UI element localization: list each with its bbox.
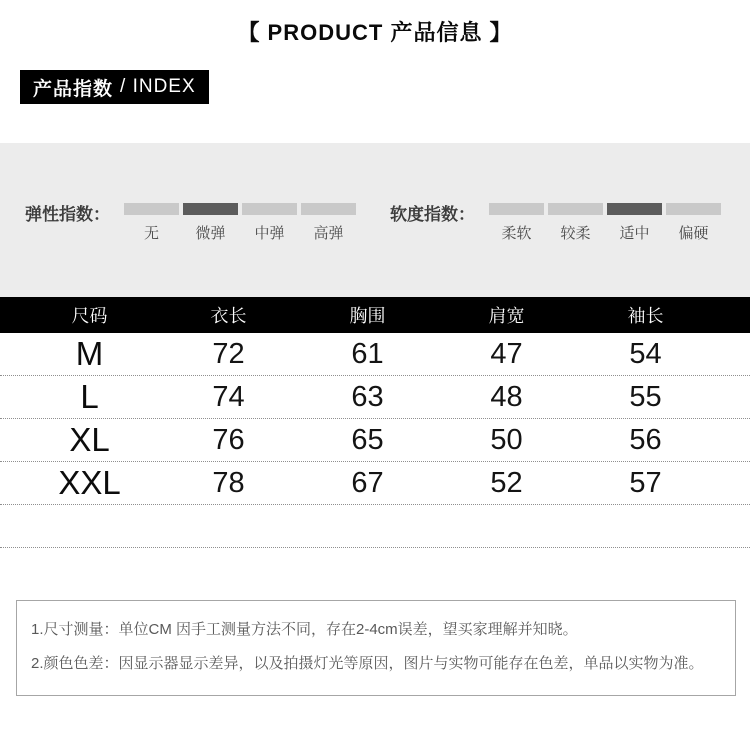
page-title: 【 PRODUCT 产品信息 】 bbox=[237, 20, 513, 45]
softness-levels bbox=[489, 203, 721, 243]
product-index-badge bbox=[20, 70, 209, 104]
softness-level-softer: 较柔 bbox=[548, 203, 603, 243]
header-shoulder: 肩宽 bbox=[488, 306, 525, 326]
softness-level-medium: 适中 bbox=[607, 203, 662, 243]
indicator-band bbox=[0, 143, 750, 297]
table-row-xxl: XXL 78 67 52 57 bbox=[0, 462, 750, 505]
header-size: 尺码 bbox=[71, 306, 108, 326]
softness-bar-2 bbox=[607, 203, 662, 215]
softness-bar-1 bbox=[548, 203, 603, 215]
size-table-header bbox=[0, 297, 750, 333]
softness-label: 软度指数： bbox=[390, 205, 475, 224]
softness-level-soft: 柔软 bbox=[489, 203, 544, 243]
softness-level-hard: 偏硬 bbox=[666, 203, 721, 243]
notes-box bbox=[16, 600, 736, 696]
badge-label-en: / INDEX bbox=[120, 76, 196, 97]
table-row-xl: XL 76 65 50 56 bbox=[0, 419, 750, 462]
header-bust: 胸围 bbox=[349, 306, 386, 326]
table-row-l: L 74 63 48 55 bbox=[0, 376, 750, 419]
note-color-difference: 2.颜色色差：因显示器显示差异，以及拍摄灯光等原因，图片与实物可能存在色差，单品以实物为准。 bbox=[31, 655, 704, 672]
header-length: 衣长 bbox=[210, 306, 247, 326]
table-row-empty bbox=[0, 505, 750, 548]
elasticity-level-high: 高弹 bbox=[301, 203, 356, 243]
elasticity-bar-1 bbox=[183, 203, 238, 215]
note-measurement: 1.尺寸测量：单位CM 因手工测量方法不同，存在2-4cm误差，望买家理解并知晓。 bbox=[31, 621, 578, 638]
elasticity-label: 弹性指数： bbox=[25, 205, 110, 224]
elasticity-bar-3 bbox=[301, 203, 356, 215]
elasticity-indicator bbox=[25, 203, 356, 243]
softness-indicator bbox=[390, 203, 721, 243]
elasticity-bar-2 bbox=[242, 203, 297, 215]
elasticity-level-slight: 微弹 bbox=[183, 203, 238, 243]
badge-label-cn: 产品指数 bbox=[33, 78, 114, 100]
elasticity-level-medium: 中弹 bbox=[242, 203, 297, 243]
elasticity-level-none: 无 bbox=[124, 203, 179, 243]
elasticity-bar-0 bbox=[124, 203, 179, 215]
softness-bar-0 bbox=[489, 203, 544, 215]
elasticity-levels bbox=[124, 203, 356, 243]
header-sleeve: 袖长 bbox=[627, 306, 664, 326]
size-table bbox=[0, 297, 750, 548]
softness-bar-3 bbox=[666, 203, 721, 215]
table-row-m: M 72 61 47 54 bbox=[0, 333, 750, 376]
